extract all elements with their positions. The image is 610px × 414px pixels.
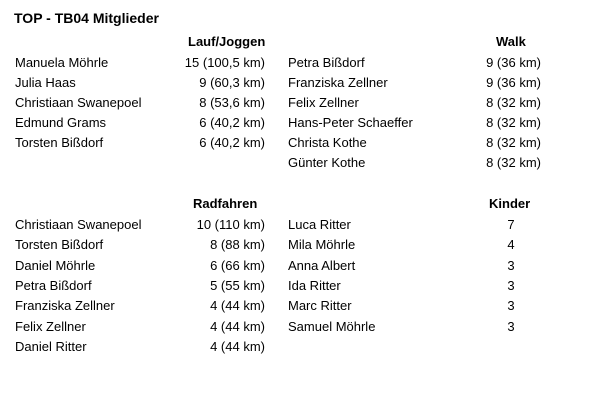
kinder-name: Samuel Möhrle xyxy=(288,319,376,334)
lauf-value: 6 (40,2 km) xyxy=(199,135,265,150)
rad-value: 5 (55 km) xyxy=(210,278,265,293)
rad-value: 10 (110 km) xyxy=(196,217,265,232)
lauf-name: Julia Haas xyxy=(15,75,76,90)
heading-kinder: Kinder xyxy=(489,196,531,211)
walk-name: Felix Zellner xyxy=(288,95,359,110)
walk-name: Petra Bißdorf xyxy=(288,55,365,70)
walk-name: Christa Kothe xyxy=(288,135,367,150)
rad-value: 4 (44 km) xyxy=(210,298,265,313)
rad-name: Daniel Ritter xyxy=(15,339,87,354)
kinder-name: Anna Albert xyxy=(288,258,356,273)
rad-value: 8 (88 km) xyxy=(210,237,265,252)
lauf-name: Torsten Bißdorf xyxy=(15,135,104,150)
walk-value: 8 (32 km) xyxy=(486,115,541,130)
walk-name: Günter Kothe xyxy=(288,155,366,170)
lauf-name: Manuela Möhrle xyxy=(15,55,109,70)
lauf-name: Edmund Grams xyxy=(15,115,107,130)
kinder-value: 3 xyxy=(507,258,515,273)
walk-value: 9 (36 km) xyxy=(486,75,541,90)
walk-value: 8 (32 km) xyxy=(486,155,541,170)
lauf-value: 8 (53,6 km) xyxy=(199,95,265,110)
kinder-name: Mila Möhrle xyxy=(288,237,356,252)
rad-name: Petra Bißdorf xyxy=(15,278,92,293)
kinder-value: 4 xyxy=(507,237,515,252)
kinder-value: 3 xyxy=(507,319,515,334)
kinder-name: Ida Ritter xyxy=(288,278,341,293)
rad-name: Felix Zellner xyxy=(15,319,86,334)
rad-name: Torsten Bißdorf xyxy=(15,237,104,252)
lauf-name: Christiaan Swanepoel xyxy=(15,95,142,110)
rad-name: Franziska Zellner xyxy=(15,298,115,313)
walk-name: Hans-Peter Schaeffer xyxy=(288,115,413,130)
lauf-value: 15 (100,5 km) xyxy=(184,55,265,70)
document-title: TOP - TB04 Mitglieder xyxy=(14,10,159,26)
rad-value: 4 (44 km) xyxy=(210,319,265,334)
kinder-value: 3 xyxy=(507,298,515,313)
kinder-name: Luca Ritter xyxy=(288,217,351,232)
kinder-name: Marc Ritter xyxy=(288,298,352,313)
walk-name: Franziska Zellner xyxy=(288,75,388,90)
rad-value: 6 (66 km) xyxy=(210,258,265,273)
heading-rad: Radfahren xyxy=(193,196,258,211)
rad-value: 4 (44 km) xyxy=(210,339,265,354)
rad-name: Christiaan Swanepoel xyxy=(15,217,142,232)
lauf-value: 9 (60,3 km) xyxy=(199,75,265,90)
kinder-value: 3 xyxy=(507,278,515,293)
heading-walk: Walk xyxy=(496,34,526,49)
heading-lauf: Lauf/Joggen xyxy=(188,34,266,49)
lauf-value: 6 (40,2 km) xyxy=(199,115,265,130)
walk-value: 8 (32 km) xyxy=(486,135,541,150)
walk-value: 9 (36 km) xyxy=(486,55,541,70)
kinder-value: 7 xyxy=(507,217,515,232)
walk-value: 8 (32 km) xyxy=(486,95,541,110)
rad-name: Daniel Möhrle xyxy=(15,258,96,273)
